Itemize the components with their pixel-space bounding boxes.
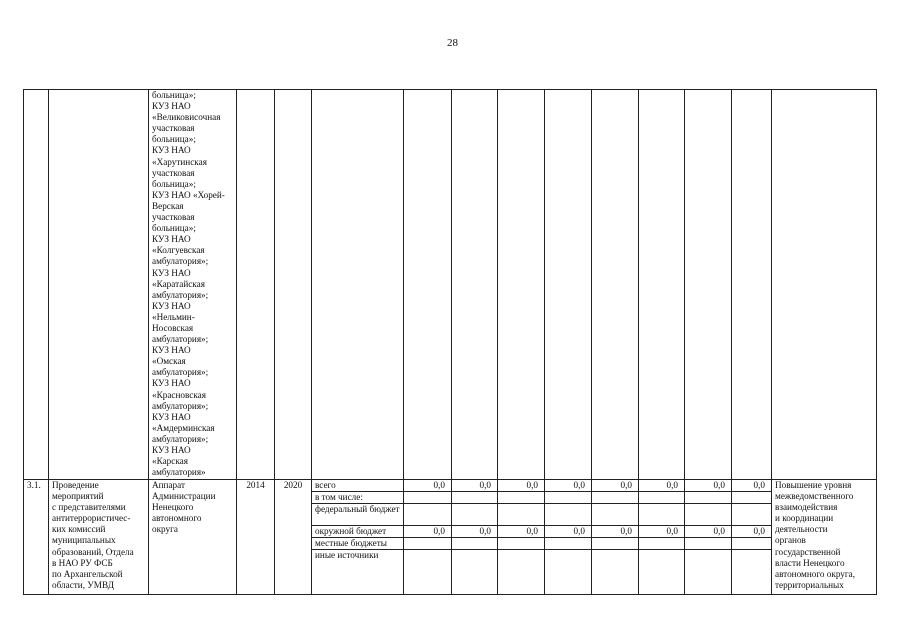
event-description xyxy=(49,480,149,595)
text-line: «Омская xyxy=(152,356,186,367)
text-line: «Нельмин- xyxy=(152,311,195,322)
text-line: «Карская xyxy=(152,456,188,467)
source-label: местные бюджеты xyxy=(312,538,404,550)
text-line: власти Ненецкого xyxy=(775,557,845,568)
text-line: Верская xyxy=(152,200,184,211)
text-line: «Великовисочная xyxy=(152,112,221,123)
text-line: мероприятий xyxy=(52,491,104,502)
value-cell: 0,0 xyxy=(592,480,639,492)
text-line: больница»; xyxy=(152,90,196,100)
text-line: больница»; xyxy=(152,134,196,145)
text-line: Проведение xyxy=(52,480,99,490)
value-cell: 0,0 xyxy=(639,526,685,538)
text-line: амбулатория»; xyxy=(152,367,209,378)
text-line: Администрации xyxy=(152,491,216,502)
expected-result xyxy=(772,480,877,595)
value-cell: 0,0 xyxy=(452,480,498,492)
text-line: КУЗ НАО xyxy=(152,378,191,389)
program-table xyxy=(23,89,877,595)
year-end: 2020 xyxy=(275,480,312,595)
source-label: федеральный бюджет xyxy=(312,504,404,526)
text-line: автономного округа, xyxy=(775,568,856,579)
text-line: межведомственного xyxy=(775,491,854,502)
text-line: и координации xyxy=(775,513,834,524)
text-line: участковая xyxy=(152,212,195,223)
executor xyxy=(149,480,237,595)
text-line: «Амдерминская xyxy=(152,422,215,433)
text-line: КУЗ НАО xyxy=(152,300,191,311)
value-cell: 0,0 xyxy=(545,480,592,492)
value-cell: 0,0 xyxy=(498,526,545,538)
text-line: ких комиссий xyxy=(52,524,106,535)
value-cell: 0,0 xyxy=(685,526,732,538)
value-cell: 0,0 xyxy=(452,526,498,538)
value-cell: 0,0 xyxy=(404,480,452,492)
text-line: антитеррористичес- xyxy=(52,513,131,524)
source-label: всего xyxy=(312,480,404,492)
text-line: в НАО РУ ФСБ xyxy=(52,557,113,568)
value-cell: 0,0 xyxy=(545,526,592,538)
text-line: «Колгуевская xyxy=(152,245,205,256)
cont-executor-cell xyxy=(149,90,237,480)
value-cell: 0,0 xyxy=(498,480,545,492)
value-cell: 0,0 xyxy=(732,526,772,538)
text-line: округа xyxy=(152,524,178,535)
source-label: окружной бюджет xyxy=(312,526,404,538)
source-label: в том числе: xyxy=(312,492,404,504)
continuation-row xyxy=(24,90,877,480)
value-cell: 0,0 xyxy=(404,526,452,538)
cont-number-cell xyxy=(24,90,49,480)
text-line: КУЗ НАО «Хорей- xyxy=(152,189,225,200)
table-row xyxy=(24,480,877,492)
page-number: 28 xyxy=(447,37,458,49)
text-line: «Харутинская xyxy=(152,156,207,167)
text-line: Ненецкого xyxy=(152,502,194,513)
text-line: области, УМВД xyxy=(52,579,115,590)
text-line: деятельности xyxy=(775,524,828,535)
text-line: КУЗ НАО xyxy=(152,101,191,112)
text-line: амбулатория»; xyxy=(152,256,209,267)
text-line: участковая xyxy=(152,167,195,178)
text-line: муниципальных xyxy=(52,535,116,546)
text-line: амбулатория»; xyxy=(152,334,209,345)
value-cell: 0,0 xyxy=(639,480,685,492)
year-start: 2014 xyxy=(237,480,275,595)
text-line: амбулатория»; xyxy=(152,400,209,411)
text-line: взаимодействия xyxy=(775,502,838,513)
value-cell: 0,0 xyxy=(732,480,772,492)
text-line: амбулатория»; xyxy=(152,289,209,300)
text-line: КУЗ НАО xyxy=(152,345,191,356)
text-line: с представителями xyxy=(52,502,126,513)
text-line: больница»; xyxy=(152,223,196,234)
text-line: КУЗ НАО xyxy=(152,267,191,278)
text-line: автономного xyxy=(152,513,202,524)
text-line: Носовская xyxy=(152,322,194,333)
text-line: государственной xyxy=(775,546,841,557)
value-cell: 0,0 xyxy=(592,526,639,538)
text-line: «Красновская xyxy=(152,389,206,400)
text-line: КУЗ НАО xyxy=(152,145,191,156)
text-line: КУЗ НАО xyxy=(152,445,191,455)
text-line: КУЗ НАО xyxy=(152,411,191,422)
text-line: амбулатория»; xyxy=(152,433,209,444)
source-label: иные источники xyxy=(312,550,404,595)
text-line: КУЗ НАО xyxy=(152,234,191,245)
text-line: участковая xyxy=(152,123,195,134)
value-cell: 0,0 xyxy=(685,480,732,492)
text-line: амбулатория» xyxy=(152,467,206,478)
text-line: больница»; xyxy=(152,178,196,189)
row-number: 3.1. xyxy=(24,480,49,595)
cont-event-cell xyxy=(49,90,149,480)
text-line: территориальных xyxy=(775,579,844,590)
text-line: Аппарат xyxy=(152,480,185,490)
text-line: по Архангельской xyxy=(52,568,123,579)
text-line: образований, Отдела xyxy=(52,546,134,557)
text-line: органов xyxy=(775,535,806,546)
text-line: «Каратайская xyxy=(152,278,205,289)
text-line: Повышение уровня xyxy=(775,480,852,490)
